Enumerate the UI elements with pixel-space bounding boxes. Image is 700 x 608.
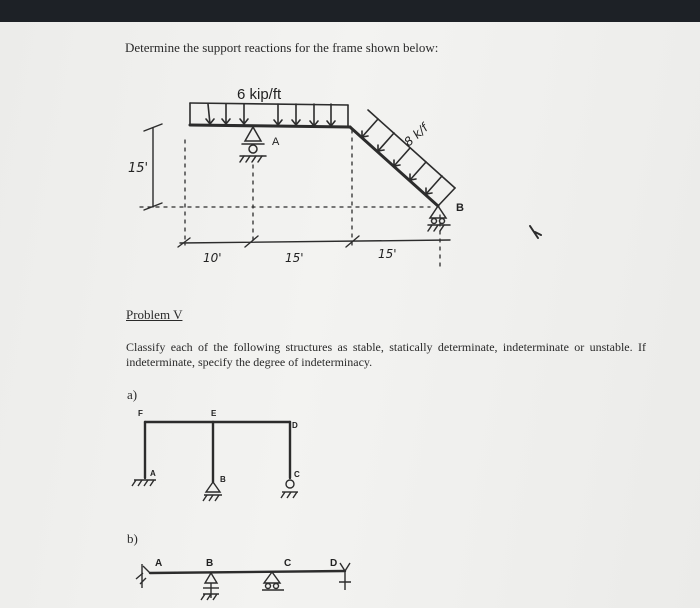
question-text: Determine the support reactions for the frame shown below: (125, 40, 439, 55)
structure-b-beam (150, 571, 345, 573)
node-b-c-label: C (284, 558, 292, 569)
classify-instructions: Classify each of the following structures as stable, statically determinate, indeterminate or unstable. If indeterminate, specify the degree of indeterminacy. (126, 340, 646, 369)
node-c-label: C (294, 470, 300, 479)
part-a-label: a) (127, 387, 138, 402)
span-3-label: 15' (378, 247, 397, 261)
node-f-label: F (138, 409, 143, 418)
node-b-d-label: D (330, 558, 338, 569)
node-b-label: B (220, 475, 226, 484)
span-1-label: 10' (203, 251, 222, 265)
node-e-label: E (211, 409, 217, 418)
node-b-b-label: B (206, 558, 214, 569)
inclined-load-label: 8 k/f (401, 120, 431, 150)
height-label: 15' (128, 161, 149, 176)
support-a-label: A (272, 136, 280, 148)
node-a-label: A (150, 469, 156, 478)
node-b-a-label: A (155, 558, 163, 569)
span-2-label: 15' (285, 251, 304, 265)
node-d-label: D (292, 421, 298, 430)
distributed-load-label: 6 kip/ft (237, 86, 282, 103)
structure-b-supports (136, 563, 351, 600)
part-b-label: b) (127, 531, 138, 546)
problem-title: Problem V (126, 307, 183, 322)
support-b-label: B (456, 202, 464, 214)
